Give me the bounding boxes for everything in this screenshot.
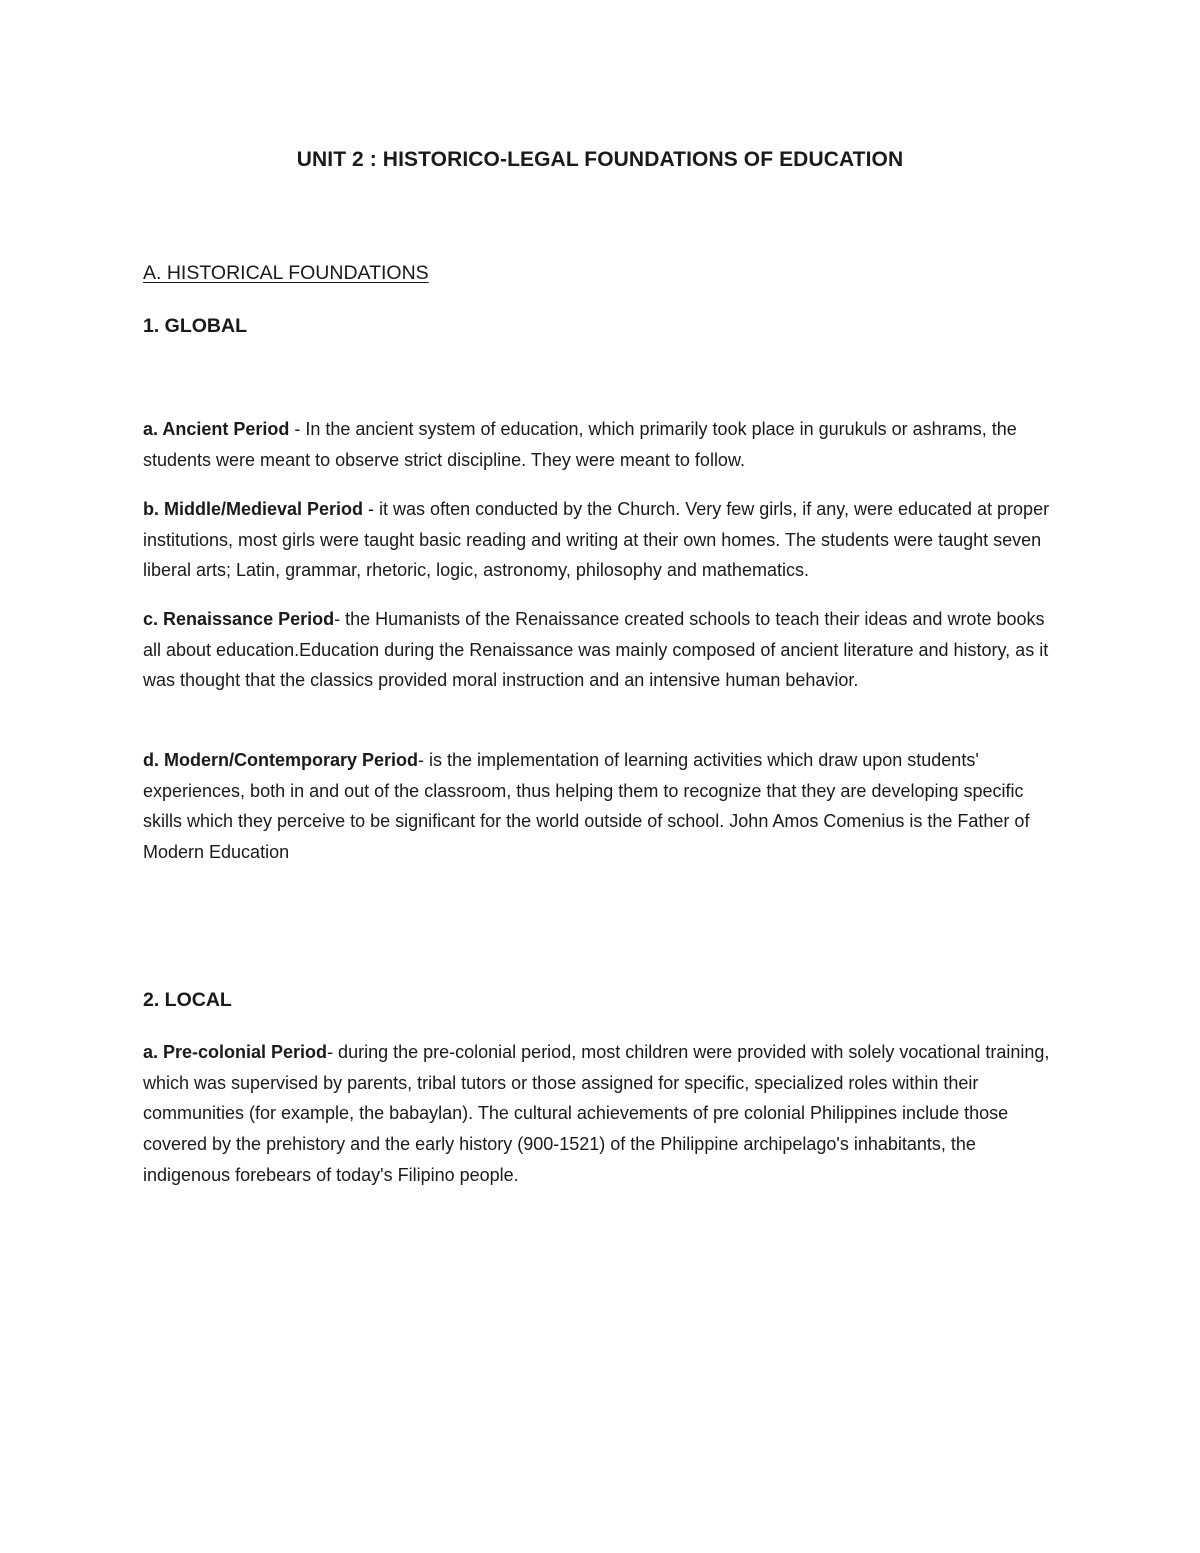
paragraph-renaissance-period [143, 604, 1063, 696]
paragraph-precolonial-period [143, 1037, 1063, 1191]
text-medieval-period: - it was often conducted by the Church. Very few girls, if any, were educated at proper institutions, most girls were taught basic reading and writing at their own homes. The students were taught seven liberal arts; Latin, grammar, rhetoric, logic, astronomy, philosophy and mathematics. [143, 499, 1050, 581]
text-ancient-period: - In the ancient system of education, which primarily took place in gurukuls or ashrams, the students were meant to observe strict discipline. They were meant to follow. [143, 419, 1017, 470]
term-precolonial-period: a. Pre-colonial Period [143, 1042, 328, 1062]
document-title: UNIT 2 : HISTORICO-LEGAL FOUNDATIONS OF EDUCATION [296, 148, 904, 171]
text-precolonial-period: - during the pre-colonial period, most children were provided with solely vocational training, which was supervised by parents, tribal tutors or those assigned for specific, specialized roles within their communities (for example, the babaylan). The cultural achievements of pre colonial Philippines include those covered by the prehistory and the early history (900-1521) of the Philippine archipelago's inhabitants, the indigenous forebears of today's Filipino people. [143, 1042, 1050, 1185]
section-heading-historical-foundations: A. HISTORICAL FOUNDATIONS [143, 262, 429, 284]
paragraph-medieval-period [143, 494, 1063, 586]
paragraph-modern-period [143, 745, 1063, 868]
paragraph-ancient-period [143, 414, 1063, 475]
subheading-global: 1. GLOBAL [143, 315, 248, 337]
term-ancient-period: a. Ancient Period [143, 419, 290, 439]
subheading-local: 2. LOCAL [143, 989, 232, 1011]
term-renaissance-period: c. Renaissance Period [143, 609, 335, 629]
term-medieval-period: b. Middle/Medieval Period [143, 499, 364, 519]
text-modern-period: - is the implementation of learning activities which draw upon students' experiences, both in and out of the classroom, thus helping them to recognize that they are developing specific skills which they perceive to be significant for the world outside of school. John Amos Comenius is the Father of Modern Education [143, 750, 1030, 863]
text-renaissance-period: - the Humanists of the Renaissance created schools to teach their ideas and wrote books all about education.Education during the Renaissance was mainly composed of ancient literature and history, as it was thought that the classics provided moral instruction and an intensive human behavior. [143, 609, 1049, 691]
term-modern-period: d. Modern/Contemporary Period [143, 750, 419, 770]
